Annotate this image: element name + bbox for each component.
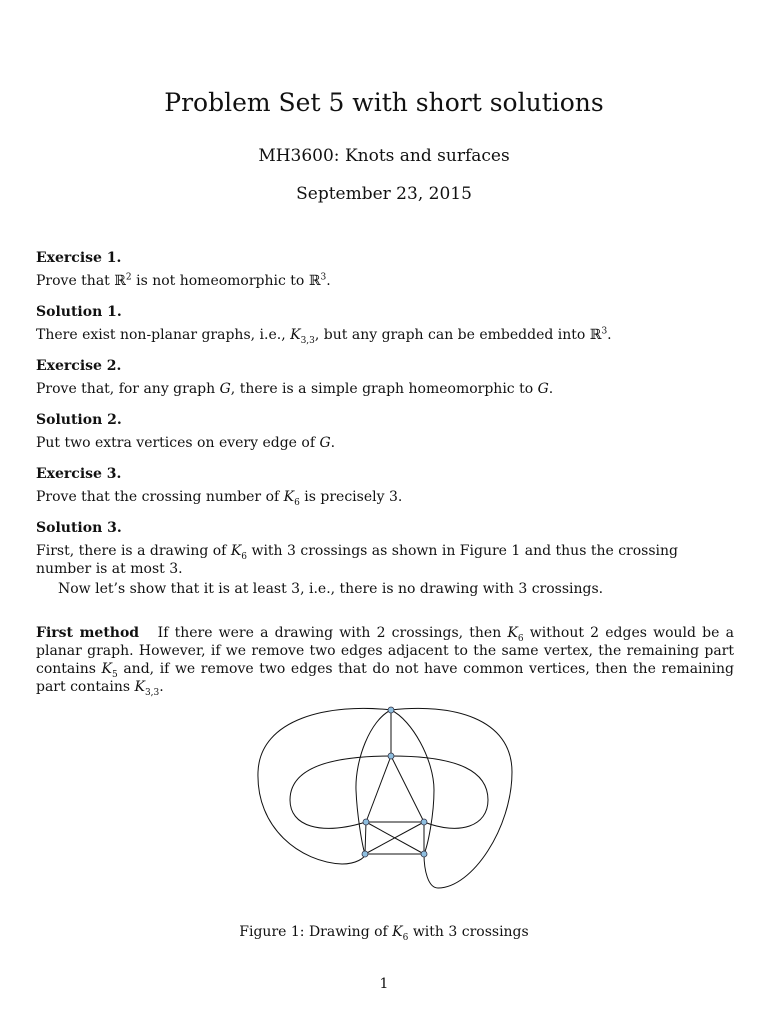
exercise-3-heading: Exercise 3. — [36, 466, 122, 482]
solution-3-paragraph-1: First, there is a drawing of $K_6$ with 3 crossings as shown in Figure 1 and thus the crossing number is at most 3. — [36, 543, 678, 577]
edge-mid-right — [391, 756, 424, 822]
page-number: 1 — [379, 976, 389, 992]
edge-square-left — [365, 822, 366, 854]
outer-loop-edge-right — [391, 708, 512, 888]
exercise-2-text: Prove that, for any graph G, there is a simple graph homeomorphic to G. — [36, 381, 554, 397]
middle-oval-edge-right — [391, 756, 488, 828]
figure-caption: Figure 1: Drawing of $K_6$ with 3 crossings — [239, 924, 529, 943]
vertex-lower-left — [362, 851, 368, 857]
vertex-middle — [388, 753, 394, 759]
solution-1-heading: Solution 1. — [36, 304, 122, 320]
middle-oval-edge-left — [290, 756, 391, 828]
exercise-1-heading: Exercise 1. — [36, 250, 122, 266]
exercise-3-text: Prove that the crossing number of $K_6$ is precisely 3. — [36, 489, 403, 508]
first-method-label: First method — [36, 625, 140, 641]
document-date: September 23, 2015 — [296, 184, 472, 204]
solution-3-heading: Solution 3. — [36, 520, 122, 536]
lens-edge-right — [391, 710, 434, 854]
solution-3-paragraph-2: Now let’s show that it is at least 3, i.e., there is no drawing with 3 crossings. — [58, 581, 604, 597]
vertex-top — [388, 707, 394, 713]
vertex-lower-right — [421, 851, 427, 857]
course-name: MH3600: Knots and surfaces — [258, 146, 510, 166]
solution-2-text: Put two extra vertices on every edge of G. — [36, 435, 336, 451]
edge-mid-left — [366, 756, 391, 822]
document-title: Problem Set 5 with short solutions — [164, 88, 604, 117]
exercise-1-text: Prove that ℝ$^2$ is not homeomorphic to ℝ$^3$. — [36, 272, 331, 289]
solution-1-text: There exist non-planar graphs, i.e., $K_{3,3}$, but any graph can be embedded into ℝ$^3$. — [36, 326, 612, 346]
first-method-paragraph: First method If there were a drawing with 2 crossings, then $K_6$ without 2 edges would be a planar graph. However, if we remove two edges adjacent to the same vertex, the remaining part contains $K_5$ and, if we remove two edges that do not have common vertices, then the remaining part contains $K_{3,3}$. — [36, 625, 734, 698]
outer-loop-edge — [258, 708, 391, 864]
vertex-upper-right — [421, 819, 427, 825]
vertex-upper-left — [363, 819, 369, 825]
exercise-2-heading: Exercise 2. — [36, 358, 122, 374]
solution-2-heading: Solution 2. — [36, 412, 122, 428]
k6-drawing-figure — [250, 700, 520, 900]
